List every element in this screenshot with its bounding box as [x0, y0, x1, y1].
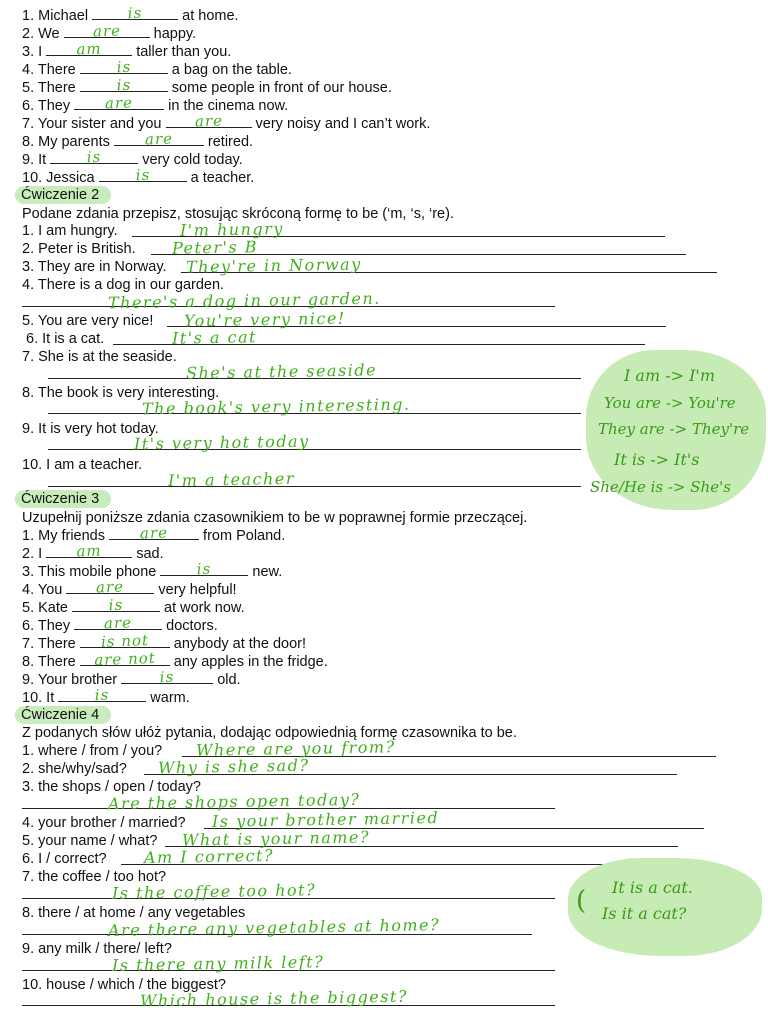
handwritten-answer: I'm hungry — [179, 219, 284, 240]
ex3-item: 9. Your brother is old. — [22, 667, 241, 688]
section-title: Ćwiczenie 3 — [15, 490, 111, 508]
bracket-mark: ( — [576, 886, 587, 916]
sticky-note-question: ( It is a cat. Is it a cat? — [568, 858, 762, 956]
handwritten-answer: It's a cat — [171, 327, 258, 348]
answer-line[interactable] — [48, 449, 581, 450]
answer-blank[interactable]: are — [74, 96, 164, 110]
ex1-item: 7. Your sister and you are very noisy and I can’t work. — [22, 111, 431, 132]
ex1-item: 8. My parents are retired. — [22, 129, 254, 150]
handwritten-answer: Why is she sad? — [157, 755, 310, 778]
answer-blank[interactable]: are — [166, 114, 252, 128]
handwritten-answer: You're very nice! — [183, 308, 346, 331]
handwritten-answer: Is there any milk left? — [111, 952, 325, 975]
answer-blank[interactable]: is — [121, 670, 213, 684]
ex4-prompt: 7. the coffee / too hot? — [22, 869, 167, 885]
handwritten-answer: Which house is the biggest? — [139, 986, 409, 1011]
answer-blank[interactable]: are — [74, 616, 162, 630]
answer-blank[interactable]: am — [46, 42, 132, 56]
answer-blank[interactable]: is — [50, 150, 138, 164]
ex2-prompt: 7. She is at the seaside. — [22, 349, 177, 365]
ex3-item: 10. It is warm. — [22, 685, 190, 706]
ex1-item: 2. We are happy. — [22, 21, 197, 42]
handwritten-answer: Are there any vegetables at home? — [107, 915, 441, 940]
answer-blank[interactable]: is — [58, 688, 146, 702]
instruction: Z podanych słów ułóż pytania, dodając odpowiednią formę czasownika to be. — [22, 725, 517, 741]
handwritten-answer: She's at the seaside — [185, 360, 378, 383]
handwritten-answer: Is your brother married — [211, 808, 440, 831]
ex2-prompt: 5. You are very nice! — [22, 313, 154, 329]
ex3-item: 2. I am sad. — [22, 541, 164, 562]
ex4-prompt: 8. there / at home / any vegetables — [22, 905, 246, 921]
handwritten-answer: The book's very interesting. — [141, 394, 411, 419]
handwritten-answer: There's a dog in our garden. — [107, 288, 381, 313]
answer-blank[interactable]: is — [99, 168, 187, 182]
ex4-prompt: 2. she/why/sad? — [22, 761, 127, 777]
ex3-item: 1. My friends are from Poland. — [22, 523, 286, 544]
handwritten-answer: It's very hot today — [133, 431, 310, 454]
ex3-item: 4. You are very helpful! — [22, 577, 237, 598]
handwritten-answer: I'm a teacher — [167, 468, 296, 491]
answer-blank[interactable]: is — [80, 78, 168, 92]
handwritten-answer: Peter's B — [171, 237, 259, 258]
sticky-note-contractions: I am -> I'm You are -> You're They are -> They're It is -> It's She/He is -> She's — [586, 350, 766, 510]
ex4-prompt: 4. your brother / married? — [22, 815, 186, 831]
ex3-item: 8. There are not any apples in the fridge. — [22, 648, 328, 670]
answer-blank[interactable]: am — [46, 544, 132, 558]
section-title: Ćwiczenie 2 — [15, 186, 111, 204]
ex1-item: 1. Michael is at home. — [22, 3, 239, 24]
answer-blank[interactable]: is — [160, 562, 248, 576]
ex1-item: 3. I am taller than you. — [22, 39, 232, 60]
ex3-item: 7. There is not anybody at the door! — [22, 631, 307, 652]
ex3-item: 6. They are doctors. — [22, 613, 218, 634]
instruction: Uzupełnij poniższe zdania czasownikiem to be w poprawnej formie przeczącej. — [22, 510, 528, 526]
answer-blank[interactable]: are not — [80, 652, 170, 666]
ex1-item: 6. They are in the cinema now. — [22, 93, 289, 114]
section-title: Ćwiczenie 4 — [15, 706, 111, 724]
handwritten-answer: Am I correct? — [143, 845, 275, 868]
ex2-prompt: 8. The book is very interesting. — [22, 385, 220, 401]
answer-blank[interactable]: is — [92, 6, 178, 20]
ex1-item: 10. Jessica is a teacher. — [22, 165, 255, 186]
ex4-prompt: 9. any milk / there/ left? — [22, 941, 172, 957]
ex4-prompt: 6. I / correct? — [22, 851, 107, 867]
answer-blank[interactable]: is — [80, 60, 168, 74]
answer-blank[interactable]: are — [66, 580, 154, 594]
ex1-item: 4. There is a bag on the table. — [22, 57, 292, 78]
handwritten-answer: What is your name? — [181, 827, 371, 850]
ex3-item: 5. Kate is at work now. — [22, 595, 245, 616]
ex4-prompt: 1. where / from / you? — [22, 743, 163, 759]
ex2-prompt: 10. I am a teacher. — [22, 457, 143, 473]
answer-blank[interactable]: are — [109, 526, 199, 540]
ex2-prompt: 2. Peter is British. — [22, 241, 136, 257]
answer-blank[interactable]: are — [64, 24, 150, 38]
answer-blank[interactable]: is — [72, 598, 160, 612]
ex1-item: 5. There is some people in front of our house. — [22, 75, 392, 96]
ex4-prompt: 3. the shops / open / today? — [22, 779, 201, 795]
ex1-item: 9. It is very cold today. — [22, 147, 243, 168]
ex4-prompt: 10. house / which / the biggest? — [22, 977, 226, 993]
instruction: Podane zdania przepisz, stosując skróconą formę to be (‘m, ‘s, ‘re). — [22, 206, 454, 222]
handwritten-answer: Is the coffee too hot? — [111, 880, 317, 903]
handwritten-answer: Are the shops open today? — [107, 789, 361, 814]
answer-blank[interactable]: are — [114, 132, 204, 146]
handwritten-answer: They're in Norway — [185, 254, 362, 277]
ex4-prompt: 5. your name / what? — [22, 833, 158, 849]
handwritten-answer: Where are you from? — [195, 737, 396, 760]
answer-line[interactable] — [48, 486, 581, 487]
ex3-item: 3. This mobile phone is new. — [22, 559, 283, 580]
ex2-prompt: 6. It is a cat. — [26, 331, 105, 347]
ex2-prompt: 1. I am hungry. — [22, 223, 118, 239]
ex2-prompt: 3. They are in Norway. — [22, 259, 167, 275]
ex2-prompt: 9. It is very hot today. — [22, 421, 159, 437]
answer-blank[interactable]: is not — [80, 634, 170, 648]
ex2-prompt: 4. There is a dog in our garden. — [22, 277, 225, 293]
